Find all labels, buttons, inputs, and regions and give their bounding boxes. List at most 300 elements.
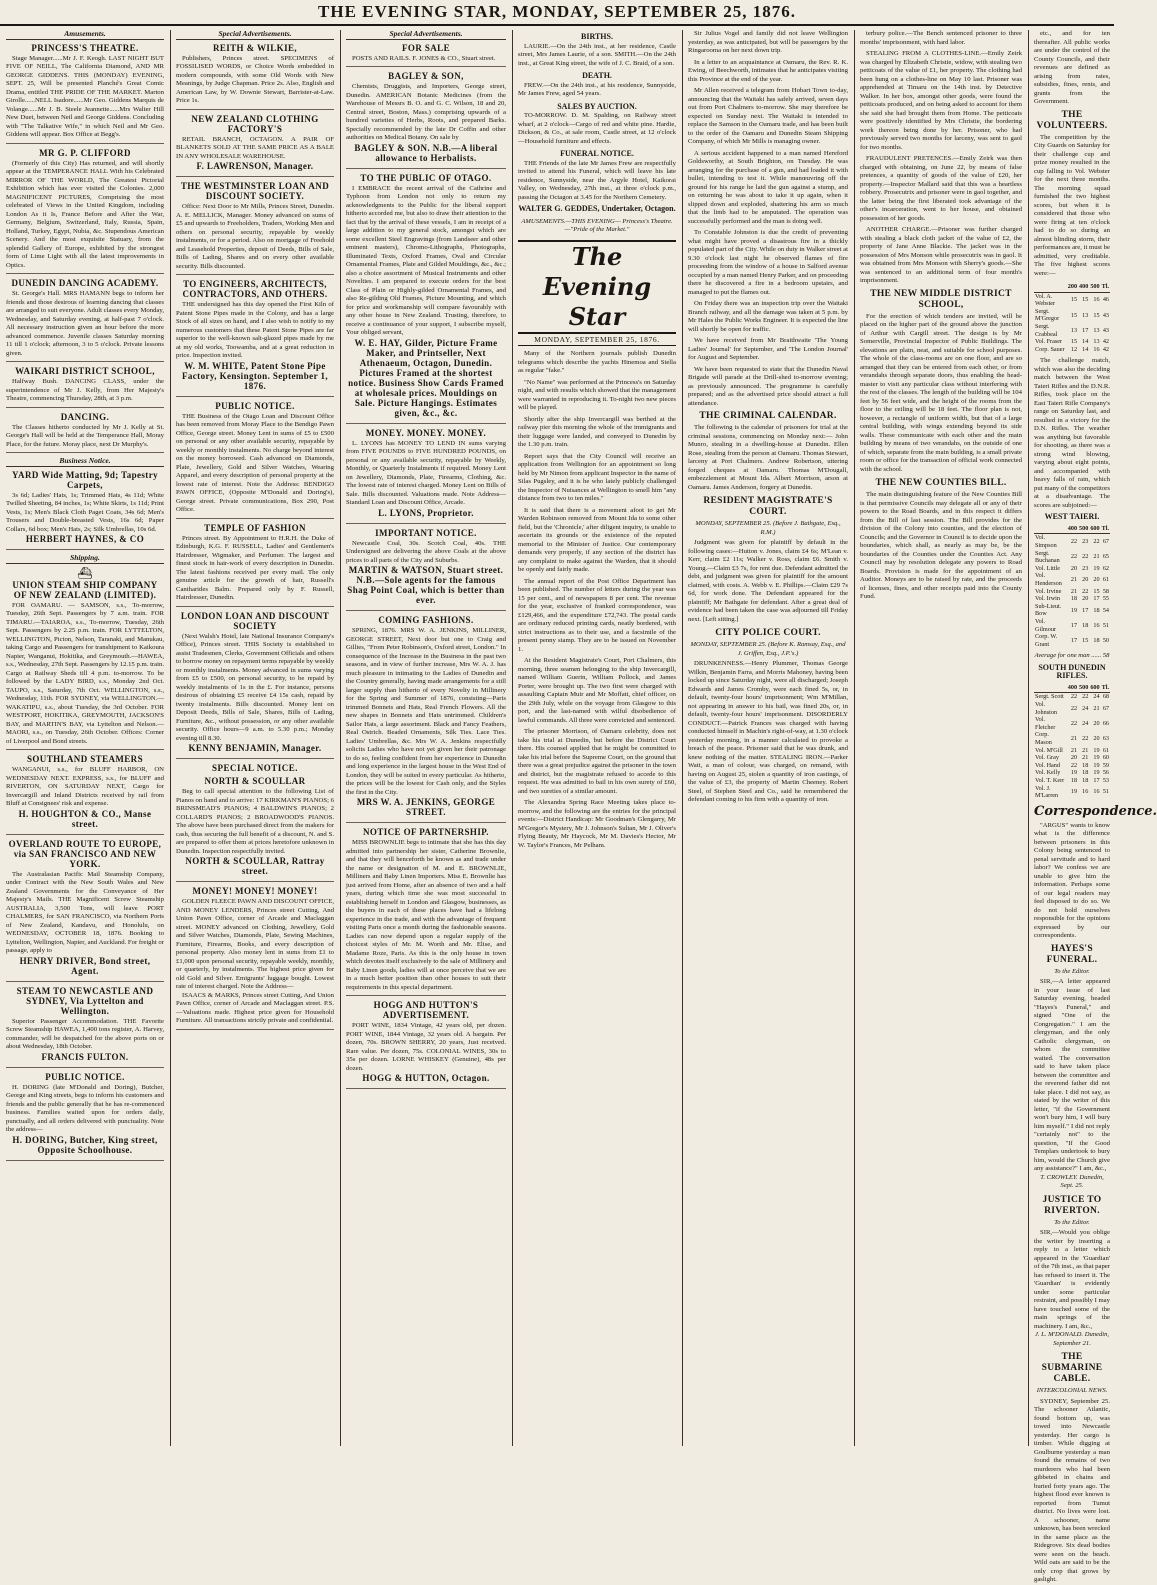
article-body: SIR,—A letter appeared in your issue of last Saturday evening, headed "Hayes's Funeral," and signed "One of the Congregation." I am the clergyman, and the only Catholic clergyman, on whom the committee waited. The conversation said to have taken place between the committee and the reverend father did not take place. I did not say, as stated by the writer of this letter, "if the Government won't bury him, I will bury him myself." I did not reply "certainly not" to the question, "If the Good Templars undertook to bury him, would the Church give any assistance?" I am, &c., (1034, 978, 1110, 1173)
table-row (1034, 762, 1110, 770)
advertisement (6, 412, 164, 454)
table-cell: 46 (1102, 296, 1109, 304)
news-paragraph: On Friday there was an inspection trip over the Waitaki Branch railway, and all the damage was taken at 5 p.m. by Mr Hales the Public Works Engineer. It is expected the line will shortly be open for traffic. (688, 300, 848, 333)
steamship-icon: ⛴ (77, 565, 93, 580)
col3-ad-list (346, 43, 506, 1090)
table-cell: 61 (1102, 576, 1109, 584)
ad-body: THE undersigned has this day opened the First Kiln of Patent Stone Pipes made in the Colony, and has a large Stock of all sizes on hand, and I also wish to notify to my numerous customers that these Patent Stone Pipes are far superior to the well-known salt-glazed pipes made by me at my old works, Toowamba, and at a great reduction in price. Inspection invited. (176, 301, 334, 359)
article-heading: JUSTICE TO RIVERTON. (1042, 1194, 1102, 1216)
ad-body: PORT WINE, 1834 Vintage, 42 years old, per dozen. PORT WINE, 1844 Vintage, 32 years old. A bargain. Per dozen, 70s. BROWN SHERRY, 20 years, Just received. Rare value. Per dozen, 75s. COLONIAL WINES, 30s to 35s per dozen. LORNE WHISKEY (Genuine), 48s per dozen. (346, 1022, 506, 1072)
ad-signature: F. LAWRENSON, Manager. (196, 161, 314, 171)
ad-body: (Formerly of this City) Has returned, and will shortly appear at the TEMPERANCE HALL With his Celebrated MIRROR OF THE WORLD, The Greatest Pictorial Exhibition which has ever visited the Colonies. 2,000 MAGNIFICENT PICTURES, Comprising the most celebrated of Views in the United Kingdom, including London As it Is, France Before and After the War, Germany, Belgium, Switzerland, Italy, Russia, Spain, Holland, Turkey, Egypt, Nubia, &c. Stupendous American Scenery. And the most exquisite Statuary, from the splendid Gallery of Europe, exhibited by the strongest form of Lime Light with all the latest improvements in Optics. (6, 159, 164, 269)
column-rule (682, 30, 683, 1446)
news-paragraph: "No Name" was performed at the Princess's on Saturday night, and with results which showed that the management were warranted in reproducing it. To-night two new pieces will be played. (518, 378, 676, 411)
table-cell: 16 (1093, 345, 1100, 353)
news-paragraph: In a letter to an acquaintance at Oamaru, the Rev. R. K. Ewing, of Beechworth, intimates that he anticipates visiting this Province at the end of the year. (688, 58, 848, 83)
article-heading: THE VOLUNTEERS. (1036, 109, 1108, 131)
advertisement (6, 366, 164, 408)
column-rule (512, 30, 513, 1446)
table-cell: Vol. Fletcher (1035, 716, 1056, 731)
table-cell: Vol. M'Gill (1035, 746, 1063, 754)
table-cell: 22 (1082, 735, 1089, 743)
table-row (1034, 747, 1110, 755)
table-cell: Vol. Gray (1035, 754, 1059, 762)
ad-body: RETAIL BRANCH, OCTAGON. A PAIR OF BLANKETS SOLD AT THE SAME PRICE AS A BALE IN ANY WHOLESALE WAREHOUSE. (176, 135, 334, 160)
ad-body: St. George's Hall. MRS HAMANN begs to inform her friends and those desirous of learning dancing that classes are arranged to suit everyone. Adult classes every Monday, Wednesday, and Saturday evening, at half-past 7 o'clock. All necessary instruction given an hour before the more advanced commence. Juvenile classes Saturday morning 11 till 1 o'clock; afternoon, 3 to 5 o'clock. Private lessons given. (6, 290, 164, 357)
ad-body: GOLDEN FLEECE PAWN AND DISCOUNT OFFICE, AND MONEY LENDERS, Princes street Cutting, And Union Pawn Office, corner of Arcade and Maclaggan street. MONEY advanced on Clothing, Jewellery, Gold and Silver Watches, Diamonds, Plate, Sewing Machines, Furniture, Firearms, Books, and every description of personal property. Also money lent in sums from £1 to £1,000 upon personal security, repayable weekly, monthly, or quarterly, by instalments. The highest price given for old Gold and Silver. Emigrants' luggage bought. Lowest rate of interest charged. Note the Address— (176, 898, 334, 990)
special-notice-heading: SPECIAL NOTICE. (211, 763, 299, 773)
article-body: SIR,—Would you oblige the writer by inserting a reply to a letter which appeared in the 'Guardian' of the 7th inst., as that paper has refused to insert it. The 'Guardian' is evidently under some particular restraint, and possibly I may have touched some of the main springs of the machinery. I am, &c., (1034, 1229, 1110, 1330)
leader-paragraphs (518, 350, 676, 850)
table-row (1034, 534, 1110, 550)
ad-title: REITH & WILKIE, (212, 42, 298, 53)
article-heading: HAYES'S FUNERAL. (1046, 943, 1098, 965)
table-row (1034, 338, 1110, 346)
section-label-shipping: Shipping. (6, 554, 164, 564)
table-cell: 68 (1102, 693, 1109, 701)
ad-signature: H. HOUGHTON & CO., Manse street. (18, 808, 152, 829)
table-row (1034, 572, 1110, 587)
advertisement (176, 611, 334, 760)
table-cell: 18 (1082, 621, 1089, 629)
table-cell: 20 (1093, 576, 1100, 584)
ad-title: OVERLAND ROUTE TO EUROPE, via SAN FRANCISCO AND NEW YORK. (8, 838, 162, 869)
table-cell: 23 (1082, 538, 1089, 546)
table-cell: 67 (1102, 704, 1109, 712)
table-cell: 43 (1102, 326, 1109, 334)
table-cell: Vol. A. Webster (1035, 292, 1056, 308)
table-cell: 13 (1093, 326, 1100, 334)
article-heading: RESIDENT MAGISTRATE'S COURT. (703, 496, 833, 517)
article-subheading: INTERCOLONIAL NEWS. (1036, 1387, 1108, 1395)
table-cell: 16 (1093, 788, 1100, 796)
table-row (1034, 731, 1110, 746)
ad-body: Stage Manager......Mr J. F. Keogh. LAST NIGHT BUT FIVE OF NEILL, The California Diamond, AND MR GEORGE GIDDENS. THIS (MONDAY) EVENING, SEPT. 25, Will be presented Planché's Great Comic Drama, entitled THE PRIDE OF THE MARKET. Marton Girolle......NELL Isadore......Mr Geo. Giddens Marquis de Volange......Mr J. B. Steele Jeannette......Mrs Walter Hill New Duet, between Neil and George Giddens. Concluding with "The Talkative Wife," in which Neil and Mr Geo. Giddens will appear. Box Office at Begg's. (6, 54, 164, 138)
table-cell: Sergt. Crabbeal (1035, 322, 1058, 338)
table-cell: 50 (1102, 636, 1109, 644)
table-row (1034, 785, 1110, 800)
table-cell: 22 (1082, 693, 1089, 701)
ad-title: PRINCESS'S THEATRE. (31, 42, 139, 53)
article-body: The competition by the City Guards on Saturday for their challenge cup and prize money resulted in the cup falling to Vol. Webster for the next three months. The morning squad furnished the two highest scores, but when it is considered that those who were firing at ten o'clock had to do so during an almost blinding storm, their performances are, it must be admitted, very creditable. The five highest scores were:— (1034, 133, 1110, 277)
section-label-amusements: Amusements. (6, 30, 164, 40)
article-subheading: MONDAY, SEPTEMBER 25. (Before J. Bathgate, Esq., R.M.) (695, 520, 841, 536)
news-paragraph: Many of the Northern journals publish Dunedin telegrams which describe the yachts Hinemoa and Stella as regular "fake." (518, 350, 676, 374)
table-cell: 14 (1082, 338, 1089, 346)
table-footnote: Average for one man ...... 58 (1034, 652, 1110, 660)
table-cell: 19 (1093, 769, 1100, 777)
city-guards-score-table (1034, 282, 1110, 353)
table-cell: 18 (1082, 769, 1089, 777)
ad-signature: HENRY DRIVER, Bond street, Agent. (19, 955, 151, 976)
table-cell: 58 (1102, 587, 1109, 595)
west-taieri-score-table (1034, 524, 1110, 649)
table-cell: 16 (1093, 621, 1100, 629)
news-paragraph: At the Resident Magistrate's Court, Port Chalmers, this morning, three seamen belonging to the ship Invercargill, named William Guerin, William Pollock, and James Porter, were brought up. The two first were charged with assaulting Captain Muir and Mr Moffatt, chief officer, on the 29th July, while on the voyage from Glasgow to this port, and the last-named with wilful disobedience of lawful commands. All three were convicted and sentenced. (518, 657, 676, 724)
table-cell: 20 (1093, 735, 1100, 743)
table-cell: 19 (1070, 769, 1078, 777)
news-paragraph: terbury police.—The Bench sentenced prisoner to three months' imprisonment, with hard labor. (860, 30, 1022, 46)
news-paragraph: A serious accident happened to a man named Hereford Goldsworthy, at South Brighton, on Tuesday. He was arranging for the purchase of a gun, and had loaded it with bullet, intending to test it. While manœuvring off the ground for his range he laid the gun against a stump, and on returning he was about to take it up again, when it slipped down and exploded, shattering his arm so much that the limb had to be amputated. The operation was successfully performed and the man is doing well. (688, 149, 848, 225)
table-cell: 15 (1070, 296, 1078, 304)
article-body: The main distinguishing feature of the New Counties Bill is that permissive Councils may delegate all or any of their powers to the Road Boards, and in this respect it differs from the Bill of last session. The Bill provides for the division of the Colony into counties, and the election of Councils; and the Governor in Council is to decide upon the boundaries, which shall, as nearly as may be, be the boundaries of the Counties under the Counties Act. Any Council may by resolution delegate any powers to Road Boards. Provision is made for the appointment of an Auditor. Moneys are to be raised by rate, and the proceeds of licenses, fines, and other receipts paid into the County Fund. (860, 491, 1022, 600)
table-cell: 17 (1070, 621, 1078, 629)
ad-title: COMING FASHIONS. (378, 615, 474, 625)
table-cell: 13 (1093, 338, 1100, 346)
column-header (1034, 683, 1067, 693)
ad-body: WANGANUI, s.s., for BLUFF HARBOR, ON WEDNESDAY NEXT. EXPRESS, s.s., for BLUFF and RIVERTON, ON SATURDAY NEXT, Cargo for Invercargill and Inland Districts received by rail from Bluff at Consignees' risk and expense. (6, 766, 164, 807)
table-cell: 62 (1102, 564, 1109, 572)
ad-signature: NORTH & SCOULLAR, Rattray street. (185, 856, 325, 876)
advertisement (176, 523, 334, 607)
notice-body: THE Friends of the late Mr James Frew are respectfully invited to attend his Funeral, which will leave his late residence, Sunnyside, near the Argyle Hotel, Kaikorai Valley, on Wednesday, 27th inst., at three o'clock p.m., passing the Octagon at 3.45 for the Northern Cemetery. (518, 159, 676, 201)
table-cell: 23 (1082, 564, 1089, 572)
table-cell: 21 (1070, 746, 1078, 754)
table-cell: 53 (1102, 776, 1109, 784)
table-cell: 67 (1102, 538, 1109, 546)
table-cell: 19 (1093, 754, 1100, 762)
table-cell: 66 (1102, 720, 1109, 728)
table-cell: 22 (1093, 538, 1100, 546)
table-cell: 18 (1070, 776, 1078, 784)
column-1 (6, 30, 164, 1446)
advertisement (176, 43, 334, 110)
city-police-court (688, 628, 848, 805)
col1-ad-list (6, 43, 164, 454)
ad-body: L. LYONS has MONEY TO LEND IN sums varying from FIVE POUNDS to FIVE HUNDRED POUNDS, on personal or any available security, repayable by Weekly, Monthly, or Quarterly Instalments if required. Money Lent on Jewellery, Diamonds, Plate, Firearms, Clothing, &c. The lowest rate of interest charged. Money Lent on Bills of Sale. Bills discounted. Valuations made. Note Address— Standard Loan and Discount Office, Arcade. (346, 439, 506, 506)
table-cell: 21 (1070, 576, 1078, 584)
ad-title: DUNEDIN DANCING ACADEMY. (11, 278, 159, 288)
table-cell: 14 (1082, 345, 1089, 353)
column-6 (860, 30, 1022, 1446)
ad-title: FOR SALE (402, 42, 450, 53)
notice-body: FREW.—On the 24th inst., at his residence, Sunnyside, Mr James Frew, aged 54 years. (518, 81, 676, 97)
advertisement (346, 528, 506, 612)
ad-title: WAIKARI DISTRICT SCHOOL, (15, 366, 155, 376)
table-cell: Corp. W. Grant (1035, 633, 1058, 648)
ad-body: Superior Passenger Accommodation. THE Favorite Screw Steamship HAWEA, 1,400 tons register, A. Harvey, commander, will be despatched for the above ports on or about Wednesday, 18th October. (6, 1017, 164, 1050)
article-body: DRUNKENNESS.—Henry Plummer, Thomas George Wilkin, Benjamin Farra, and Morris Mahoney, having been locked up since Saturday night, were all discharged; Joseph Edwards and James Cromby, were each fined 5s, or, in default, twenty-four hours' imprisonment; Wm M'Millan, not appearing in answer to his bail, was fined 20s, or, in default, twenty-four hours' imprisonment. DISORDERLY CONDUCT.—Patrick Frances was charged with having conducted himself in Machin's right-of-way, at 1.30 o'clock yesterday morning, in a manner calculated to provoke a breach of the peace. Prisoner said that he was drunk, and knew nothing of the matter. STEALING IRON.—Parker Watt, a man of colour, was charged, on remand, with having on August 25, stolen a quantity of iron castings, of the value of £3, the property of Martin Cheeney. Robert Steel, of Stephen Steel and Co., said he remembered the defendant coming to his firm with a quantity of iron. (688, 660, 848, 803)
table-cell: 17 (1070, 636, 1078, 644)
table-cell: 20 (1082, 576, 1089, 584)
ad-body: I EMBRACE the recent arrival of the Cathrine and Typhoon from London not only to return my acknowledgments to the Public for the liberal support hitherto accorded me, but also to draw their attention to the fact that by the arrival of these vessels, I am in receipt of a large addition to my general stock, amongst which are some excellent Steel Engravings (from Landseer and other eminent masters), Chromo-Lithographs, Photographs, Illuminated Texts, Oxford Frames, Oval and Circular Ornamental Frames, Plate and Gilded Mouldings, &c., &c.; also a choice assortment of Musical Instruments and other Novelties. I am prepared to execute orders for the best Class of Plain or Highly-gilded Ornamental Frames, and also Re-gilding Old Frames, Picture Mounting, and which for price and workmanship will compare favourably with any other house in New Zealand. Trusting, therefore, to receive a continuance of your support, I subscribe myself, Your obliged servant, (346, 184, 506, 336)
news-paragraph: The annual report of the Post Office Department has been published. The number of letters during the year was 15 per cent., and of newspapers 8 per cent. The revenue for the year, exclusive of franked correspondence, was £129,466, and the expenditure £72,743. The postal cards are ordinary reduced printing cards, neatly bordered, with strict instructions as to their use, and a facsimile of the present penny stamp. They are to be issued on November 1. (518, 577, 676, 653)
column-header: 400 (1078, 282, 1089, 292)
ad-title: LONDON LOAN AND DISCOUNT SOCIETY (180, 610, 330, 631)
article-heading: CITY POLICE COURT. (715, 628, 821, 638)
table-cell: 16 (1082, 788, 1089, 796)
advertisement (6, 839, 164, 982)
column-header: 600 (1089, 524, 1100, 534)
table-cell: 55 (1102, 595, 1109, 603)
ad-title: THE WESTMINSTER LOAN AND DISCOUNT SOCIETY. (180, 181, 330, 201)
table-cell: 18 (1082, 761, 1089, 769)
ad-body: Halfway Bush. DANCING CLASS, under the superintendence of Mr J. Kelly, from Her Majesty's Theatre, commencing Thursday, 28th, at 3 p.m. (6, 378, 164, 402)
ad-body: Publishers, Princes street. SPECIMENS of FOSSILISED WORDS, or Choice Words embedded in modern compounds, with some Old Words with New Meanings, by Judge Chapman. Price 2s. Also, English and American Law, by W. Downie Stewart, Barrister-at-Law. Price 1s. (176, 54, 334, 104)
notice-heading: DEATH. (582, 71, 612, 80)
ad-signature: MRS W. A. JENKINS, GEORGE STREET. (356, 797, 496, 817)
criminal-calendar (688, 411, 848, 492)
col1-shipping-list (6, 580, 164, 1161)
article-heading: THE SUBMARINE CABLE. (1041, 1352, 1103, 1385)
column-header: 500 (1078, 524, 1089, 534)
ad-title: DANCING. (60, 411, 110, 422)
table-cell: 15 (1093, 311, 1100, 319)
table-cell: 61 (1102, 746, 1109, 754)
table-cell: Sergt. M'Gregor (1035, 307, 1060, 323)
table-cell: 51 (1102, 788, 1109, 796)
ad-title: TO ENGINEERS, ARCHITECTS, CONTRACTORS, AND OTHERS. (182, 279, 328, 299)
ad-body: Office: Next Door to Mr Mills, Princes Street, Dunedin. A. E. MELLICK, Manager. Money advanced on sums of £5 and upwards to Freeholders, Traders, Working Men and others on personal security, repayable by weekly instalments, or for a period. Also on mortgage of Freehold and Leasehold Properties, deposit of Deeds, Bills of Sale, Bills of Lading, Shares and on every other available security. Bills discounted. (176, 203, 334, 270)
advertisement (6, 43, 164, 144)
ad-body: SPRING, 1876. MRS W. A. JENKINS, MILLINER, GEORGE STREET, Next door but one to Craig and Gillies, "From Peter Robinson's, Oxford street, London." In consequence of the Increase in the Business in the past two seasons, and in view of further increase, Mrs W. A. J. has much pleasure in intimating to the Ladies of Dunedin and the Country generally, having made arrangements for a still larger supply than hitherto of every Novelty in Millinery for the Spring and Summer of 1876, consisting—Paris trimmed Bonnets and Hats, Real French Flowers. All the new shapes in Bonnets and Hats untrimmed. Children's Sailor Hats, a large assortment. Black and Fancy Feathers, Real Ostrich. Beaded Ornaments, Silk Ties. Lace Ties. Ladies' Umbrellas, &c. Mrs W. A. Jenkins respectfully solicits Ladies who have not yet given her their patronage to do so, feeling confident from her experience in Dunedin and long experience in the largest house in the West End of London, they will be suited in every particular. As hitherto, the prices will be the lowest for Cash only, and the Styles the first in the City. (346, 627, 506, 796)
table-cell: 22 (1082, 553, 1089, 561)
table-cell: 16 (1093, 296, 1100, 304)
table-cell: Vol. Hand (1035, 761, 1060, 769)
ad-title: STEAM TO NEWCASTLE AND SYDNEY, Via Lyttelton and Wellington. (16, 985, 154, 1016)
table-cell: 54 (1102, 606, 1109, 614)
table-cell: 19 (1093, 761, 1100, 769)
police-court-continued (860, 30, 1022, 286)
column-4 (518, 30, 676, 1446)
article-body: The challenge match, which was also the deciding match between the West Taieri Rifles and the D.N.R. Rifles, took place on the East Taieri Rifle Company's range on Saturday last, and resulted in a victory for the D.N. Rifles. The weather was anything but favorable for shooting, as there was a strong wind blowing, varying about eight points, and accompanied with heavy falls of rain, which put many of the competitors at a disadvantage. The scores are subjoined:— (1034, 357, 1110, 509)
ad-body: (Next Walsh's Hotel, late National Insurance Company's Office), Princes street. THIS Society is established to assist Tradesmen, Clerks, Government Officials and others to borrow money on repayment terms repayable by weekly or monthly instalments. Money advanced in sums varying from £5 to £500, on personal security, to be repaid by weekly instalments of 1s in the £. For instance, persons desirous of obtaining £5 receive £4 15s cash, repaid by twenty instalments. Bills discounted. Money lent on Deposit Deeds, Bills of Sale, Shares, Bills of Lading, Furniture, &c., without possession, or any other available security. Office hours—9 a.m. to 5.30 p.m.; Monday evening till 8.30. (176, 632, 334, 742)
notice-signature: WALTER G. GEDDES, Undertaker, Octagon. (518, 204, 676, 213)
table-cell: 18 (1093, 636, 1100, 644)
table-cell: Vol. Johnston (1035, 701, 1058, 716)
letter-hayes-funeral (1034, 944, 1110, 1191)
issue-dateline: MONDAY, SEPTEMBER 25, 1876. (518, 336, 676, 347)
table-cell: 18 (1093, 606, 1100, 614)
table-row (1034, 595, 1110, 603)
table-cell: 15 (1082, 636, 1089, 644)
advertisement (176, 279, 334, 397)
table-cell: 59 (1102, 761, 1109, 769)
table-cell: Sergt. Buchanan (1035, 549, 1060, 565)
amusements-line: AMUSEMENTS.—THIS EVENING— Princess's Theatre.—"Pride of the Market." (521, 217, 673, 233)
letter-signature: T. CROWLEY. Dunedin, Sept. 25. (1040, 1173, 1104, 1190)
notice-heading: FUNERAL NOTICE. (560, 149, 634, 158)
funeral-notice (518, 150, 676, 214)
column-header: 400 (1067, 683, 1078, 693)
ad-signature: HOGG & HUTTON, Octagon. (362, 1073, 490, 1083)
advertisement (346, 71, 506, 169)
resident-magistrates-court (688, 496, 848, 624)
correspondence-heading: Correspondence. (1034, 803, 1157, 819)
letter-signature: J. L. M'DONALD. Dunedin, September 21. (1034, 1331, 1110, 1347)
ad-title: HOGG AND HUTTON'S ADVERTISEMENT. (373, 1000, 479, 1020)
news-paragraph: STEALING FROM A CLOTHES-LINE.—Emily Zeirk was charged by Elizabeth Christie, widow, with stealing two petticoats of the value of £1, her property. The clothing had been hung on a clothes-line on May 10 last. Prisoner was apprehended at Timaru on the 14th inst. by Detective Walker. In her box, amongst other goods, were found the petticoats produced, and on being asked to account for them she said she had brought them from Home. The petticoats were positively identified by Mrs Christie, the bordering work thereon being done by her. Prisoner, who had previously served two months for larceny, was sent to gaol for two months. (860, 50, 1022, 151)
table-cell: Sergt. Scott (1035, 693, 1064, 701)
south-dunedin-score-table (1034, 683, 1110, 800)
table-row (1034, 754, 1110, 762)
table-cell: Vol. Gilmour (1035, 617, 1056, 633)
table-row (1034, 292, 1110, 308)
notice-heading: SALES BY AUCTION. (557, 101, 637, 111)
ad-title: SOUTHLAND STEAMERS (27, 754, 143, 764)
ad-body: 3s 6d; Ladies' Hats, 1s; Trimmed Hats, 4s 11d; White Twilled Sheeting, 84 inches, 1s; White Skirts, 1s 11d; Print Vests, 1s; Men's Black Cloth Paget Coats, 34s 6d; Men's Trousers and Double-breasted Vests, 16s 6d; Paper Collars, 6d box; Men's Hats, 2s; Silk Umbrellas, 10s 6d. (6, 491, 164, 533)
table-cell: 21 (1093, 553, 1100, 561)
table-cell: 24 (1082, 720, 1089, 728)
article-heading: THE NEW MIDDLE DISTRICT SCHOOL, (870, 288, 1012, 310)
column-header: 500 (1078, 683, 1089, 693)
table-cell: Corp. Sauer (1035, 345, 1065, 353)
ad-body: H. DORING (late M'Donald and Doring), Butcher, George and King streets, begs to inform his customers and friends and the public generally that he has re-commenced business. Families waited upon for orders daily, punctually, and all orders delivered with punctuality. Note the address— (6, 1083, 164, 1133)
ad-body: Chemists, Druggists, and Importers, George street, Dunedin. AMERICAN Botanic Medicines (from the Warehouse of Messrs B. O. and G. C. Wilson, 18 and 20, Central street, Boston, Mass.) comprising upwards of a hundred varieties of Herbs, Roots, and prepared Barks. Specially recommended by the late Dr Coffin and other authorities on Medical Botany. On sale by (346, 83, 506, 141)
table-cell: 24 (1082, 704, 1089, 712)
table-cell: 19 (1070, 788, 1078, 796)
column-header (1034, 524, 1067, 534)
ad-body: MISS BROWNLIE begs to intimate that she has this day admitted into partnership her sister, Catherine Brownlie, and that they will henceforth be known as and trade under the name or designation of M. and E. BROWNLIE, Milliners and Baby Linen Importers. Miss E. Brownlie has just arrived from Home, after an absence of two and a half years, during which time she was most successful in establishing herself in London and Glasgow, businesses, as the buyers in each of these places have had a lifelong experience in the trade, and with the advantage of frequent visiting Paris once a month during the fashionable seasons. Ladies can now depend upon a regular supply of the choicest styles of Mr. M. Worth and Mr. Elise, and Madame Roze, Paris. As this is the only house in town which devotes itself exclusively to the sale of Millinery and Baby Linen goods, ladies will at once perceive that we are in a much better position than other houses to suit their requirements in this special department. (346, 839, 506, 991)
table-cell: 18 (1082, 776, 1089, 784)
ad-body: Newcastle Coal, 30s. Scotch Coal, 40s. THE Undersigned are delivering the above Coals at the above prices to all parts of the City and Suburbs. (346, 539, 506, 564)
ad-signature: ISAACS & MARKS, Princes street Cutting, And Union Pawn Office, corner of Arcade and Maclaggan street. P.S.—Valuations made. Highest price given for Household Furniture. All transactions strictly private and confidential. (176, 991, 334, 1024)
running-head: THE EVENING STAR, MONDAY, SEPTEMBER 25, 1876. (0, 0, 1114, 26)
table-cell: 17 (1093, 776, 1100, 784)
table-cell: 20 (1082, 595, 1089, 603)
ad-body: POSTS AND RAILS. F. JONES & CO., Stuart street. (352, 54, 496, 62)
advertisement (346, 428, 506, 524)
news-paragraph: Sir Julius Vogel and family did not leave Wellington yesterday, as was anticipated, but will be passengers by the Ringarooma on her next down trip. (688, 30, 848, 54)
volunteers-article (1034, 110, 1110, 279)
advertisement (6, 278, 164, 362)
table-cell: 22 (1070, 704, 1078, 712)
column-7 (1034, 30, 1157, 1584)
table-cell: 21 (1070, 735, 1078, 743)
table-caption: WEST TAIERI. (1044, 512, 1100, 522)
correspondence-note: "ARGUS" wants to know what is the difference between prisoners in this Colony being sentenced to penal servitude and to hard labor? We confess we are unable to give him the information. Perhaps some of our legal readers may feel disposed to do so. We do not hold ourselves responsible for the opinions expressed by our correspondents. (1034, 821, 1110, 940)
table-cell: Vol. Fraser (1035, 338, 1063, 346)
table-cell: 22 (1070, 693, 1078, 701)
section-label-special: Special Advertisements. (346, 30, 506, 40)
advertisement (346, 1000, 506, 1089)
news-paragraph: FRAUDULENT PRETENCES.—Emily Zeirk was then charged with obtaining, on June 22, by means of false pretences, a quantity of goods of the value of £20, her property.—Inspector Mallard said that this was a heartless robbery. Prosecutrix and prisoner were in gaol together, and the latter being the first liberated took advantage of the other's incarceration, went to her house, and obtained possession of her goods. (860, 155, 1022, 222)
table-cell: 19 (1070, 606, 1078, 614)
table-row (1034, 308, 1110, 323)
column-header: Tl. (1101, 282, 1110, 292)
news-paragraph: Report says that the City Council will receive an application from Wellington for an appointment so long held by Mr Nimon from applicant Inspector in the name of Silas Pugsley, and it is he who lately publicly challenged the Inspector of Nuisances at Wellington to smell him "any distance from two to ten miles." (518, 452, 676, 502)
table-cell: 42 (1102, 345, 1109, 353)
column-5 (688, 30, 848, 1446)
column-header: Tl. (1101, 683, 1110, 693)
notice-heading: BIRTHS. (581, 32, 613, 41)
column-header (1034, 282, 1067, 292)
table-cell: 22 (1070, 720, 1078, 728)
news-paragraph: Mr Allen received a telegram from Hobart Town to-day, announcing that the Waitaki has safely arrived, seven days out from Port Chalmers to-morrow. She may therefore be expected on Sunday next. The Waitaki is intended to replace the Samson in the Oamaru trade, and has been built to the order of the Oamaru and Dunedin Steam Shipping Company, of which Mr Mills is managing owner. (688, 87, 848, 145)
table-row (1034, 323, 1110, 338)
table-cell: 24 (1093, 693, 1100, 701)
table-cell: 21 (1093, 704, 1100, 712)
article-body: For the erection of which tenders are invited, will be placed on the higher part of the ground above the junction of Arthur with Cargill street. The design is by Mr Somerville, Provincial Inspector of Public Buildings. The elevations are plain, neat, and suitable for school purposes. The whole of the class-rooms are on one floor, and are so arranged that they can be entered from each other, or from verandahs through separate doors, thus enabling the head-master to visit any particular class without interfering with the rest of the classes. The length of the building will be 104 feet by 56 feet wide, and the height of the rooms from the floor to the ceiling will be 18 feet. The floor plan is not, however, a rectangle of uniform width, but that of a large central building, with wings extending beyond its side walls. These communicate with each other and the main building by means of two verandahs, on the outside of one of which, separate from the main building, is a small private room or office for the transaction of official work connected with the school. (860, 312, 1022, 473)
ad-body: The Australasian Pacific Mail Steamship Company, under Contract with the New South Wales and New Zealand Governments for the Conveyance of Her Majesty's Mails. THE Magnificent Screw Steamship AUSTRALIA, 3,500 Tons, will leave PORT CHALMERS, for SAN FRANCISCO, via Northern Ports of New Zealand, Kandavu, and Honolulu, on WEDNESDAY, OCTOBER 18, 1876. Booking to Lyttelton, Wellington, Napier, and Auckland. For freight or passage, apply to (6, 870, 164, 954)
column-3 (346, 30, 506, 1446)
column-rule (340, 30, 341, 1446)
ad-title: YARD Wide Matting, 9d; Tapestry Carpets, (11, 469, 158, 490)
table-cell: 22 (1070, 538, 1078, 546)
table-cell: Vol. Kelly (1035, 769, 1061, 777)
column-header: 400 (1067, 524, 1078, 534)
advertisement (346, 173, 506, 424)
table-row (1034, 603, 1110, 618)
table-cell: Vol. Little (1035, 564, 1060, 572)
table-cell: 13 (1070, 326, 1078, 334)
counties-bill-continued: etc., and for ten thereafter. All public works are under the control of the County Councils, and their revenues are defined as arising from rates, subsidies, fines, rents, and grants from the Government. (1034, 30, 1110, 105)
table-cell: 17 (1082, 606, 1089, 614)
ad-title: TEMPLE OF FASHION (204, 522, 306, 533)
table-cell: 19 (1093, 746, 1100, 754)
ad-body: Beg to call special attention to the following List of Pianos on hand and to arrive: 17 KIRKMAN'S PIANOS; 6 BRINSMEAD'S PIANOS; 4 BALDWIN'S PIANOS; 2 COLLARD'S PIANOS; 2 BROADWOOD'S PIANOS. The above have been purchased direct from the makers for cash, thus securing the full benefit of a discount, N. and S. are prepared to offer them at prices heretofore unknown in Dunedin. Inspection respectfully invited. (176, 788, 334, 855)
article-subheading: MONDAY, SEPTEMBER 25. (Before K. Ramsay, Esq., and J. Griffen, Esq., J.P.'s.) (690, 641, 846, 657)
news-paragraph: To Constable Johnston is due the credit of preventing what might have proved a disastrous fire in a thickly populated part of the City. While on duty in Walker street at 9.30 o'clock last night he observed flames of fire proceeding from the window of a house in Salford avenue occupied by a man named Henry Parker, and on proceeding there he discovered a fire in a bedroom upstairs, and managed to put the flames out. (688, 229, 848, 296)
news-paragraph: We have been requested to state that the Dunedin Naval Brigade will parade at the Drill-shed to-morrow evening; as previously announced. The programme is carefully prepared; and as the advertised price should attract a full attendance. (688, 365, 848, 407)
ad-signature: BAGLEY & SON. N.B.—A liberal allowance to Herbalists. (354, 142, 498, 163)
ad-title: PUBLIC NOTICE. (45, 1071, 125, 1082)
ad-title: NORTH & SCOULLAR (204, 776, 306, 786)
article-heading: THE CRIMINAL CALENDAR. (699, 411, 837, 421)
table-cell: 15 (1070, 338, 1078, 346)
death-notice (518, 72, 676, 99)
article-body: Judgment was given for plaintiff by default in the following cases:—Hutton v. Jones, claim £4 6s; M'Lean v. Kerr, claim £2 11s; Walker v. Ross, claim £6. Smith v. Young.—Claim £3 7s, for rent due. Defendant admitted the debt, and judgment was given for plaintiff for the amount claimed, with costs. A. Webb v. E. Phillips.—Claim £29 7s 6d, for work done. The Defendant appeared for the plaintiff; Mr Bathgate for defendant. After a great deal of evidence had been taken the case was adjourned till Friday next. [Left sitting.] (688, 539, 848, 623)
table-cell: 20 (1093, 720, 1100, 728)
table-cell: 65 (1102, 553, 1109, 561)
advertisement (6, 754, 164, 835)
table-cell: Vol. Irvine (1035, 587, 1062, 595)
table-cell: 17 (1082, 326, 1089, 334)
table-row (1034, 588, 1110, 596)
table-cell: 42 (1102, 338, 1109, 346)
news-paragraph: Shortly after the ship Invercargill was berthed at the railway pier this morning the whole of the immigrants and their luggage were landed, and conveyed to Dunedin by the 1.30 p.m. train. (518, 415, 676, 448)
table-cell: 15 (1070, 311, 1078, 319)
table-cell: Vol. Simpson (1035, 534, 1057, 550)
table-header-row (1034, 683, 1110, 693)
table-cell: 21 (1082, 754, 1089, 762)
middle-district-school-article (860, 289, 1022, 475)
table-cell: 63 (1102, 735, 1109, 743)
ad-body: THE Business of the Otago Loan and Discount Office has been removed from Moray Place to the Bendigo Pawn Office, George street. Money Lent in sums of £5 to £500 on personal or any other available security, repayable by weekly or monthly instalments. No charge beyond interest on the money borrowed. Cash advanced on Diamonds, Plate, Jewellery, Gold and Silver Watches, Wearing Apparel, and every description of personal property at the lowest rate of interest. Note the Address: BENDIGO PAWN OFFICE, (Opposite M'Donald and Doring's), George street. Private communications, Box 290, Post Office. (176, 412, 334, 513)
advertisement (6, 148, 164, 275)
ad-title: MONEY! MONEY! MONEY! (192, 886, 318, 896)
advertisement (6, 986, 164, 1068)
table-row (1034, 716, 1110, 731)
table-row (1034, 565, 1110, 573)
column-rule (1028, 30, 1029, 1446)
table-cell: 56 (1102, 769, 1109, 777)
table-cell: Corp. Mason (1035, 731, 1052, 746)
table-caption: SOUTH DUNEDIN RIFLES. (1038, 662, 1106, 681)
table-row (1034, 550, 1110, 565)
ad-signature: W. M. WHITE, Patent Stone Pipe Factory, Kensington. September 1, 1876. (181, 360, 329, 391)
advertisement (176, 401, 334, 519)
table-row (1034, 777, 1110, 785)
news-paragraph: The Alexandra Spring Race Meeting takes place to-morrow, and the following are the entries for the principal events:—District Handicap: Mr Goodman's Glengarry, Mr M'Gregor's Mystery, Mr J. Johnson's Sultan, Mr J. Oliver's Flying Beauty, Mr Haycock, Mr M. Davies's Hector, Mr W. Taylor's Frances, Mr Pelham. (518, 799, 676, 849)
table-cell: 20 (1070, 564, 1078, 572)
advertisement (346, 43, 506, 68)
column-header: 200 (1067, 282, 1078, 292)
ad-title: MONEY. MONEY. MONEY. (365, 427, 487, 438)
table-row (1034, 701, 1110, 716)
table-row (1034, 618, 1110, 633)
notice-body: LAURIE.—On the 24th inst., at her residence, Castle street, Mrs James Laurie, of a son. SMITH.—On the 24th inst., at Great King street, the wife of J. C. Braid, of a son. (518, 42, 676, 67)
letter-justice-riverton (1034, 1195, 1110, 1349)
article-body: SYDNEY, September 25. The schooner Atlantic, found bottom up, was towed into Newcastle yesterday. Her cargo is timber. While digging at Goulburne yesterday a man found the remains of two murderers who had been gibbeted in chains and buried forty years ago. The highest flood ever known is reported from Tumut district. No lives were lost. A schooner, name unknown, has been wrecked in the same place as the Ridegrove. Six dead bodies were seen on the beach. Wild oats are said to be the only crop that grows by gaslight. (1034, 1397, 1110, 1584)
counties-bill-article (860, 478, 1022, 602)
column-2 (176, 30, 334, 1446)
section-label-business: Business Notice. (6, 457, 164, 467)
table-cell: 18 (1070, 595, 1078, 603)
auction-notice (518, 103, 676, 147)
table-cell: 15 (1093, 587, 1100, 595)
news-paragraph: ANOTHER CHARGE.—Prisoner was further charged with stealing a black cloth jacket of the value of £2, the property of Jane Anne Blackie. The jacket was in the possession of Mrs Monson while prosecutrix was in gaol. It was obtained from Mrs Monson with Sherry's goods.—She was sentenced to an additional term of four month's imprisonment. (860, 226, 1022, 284)
